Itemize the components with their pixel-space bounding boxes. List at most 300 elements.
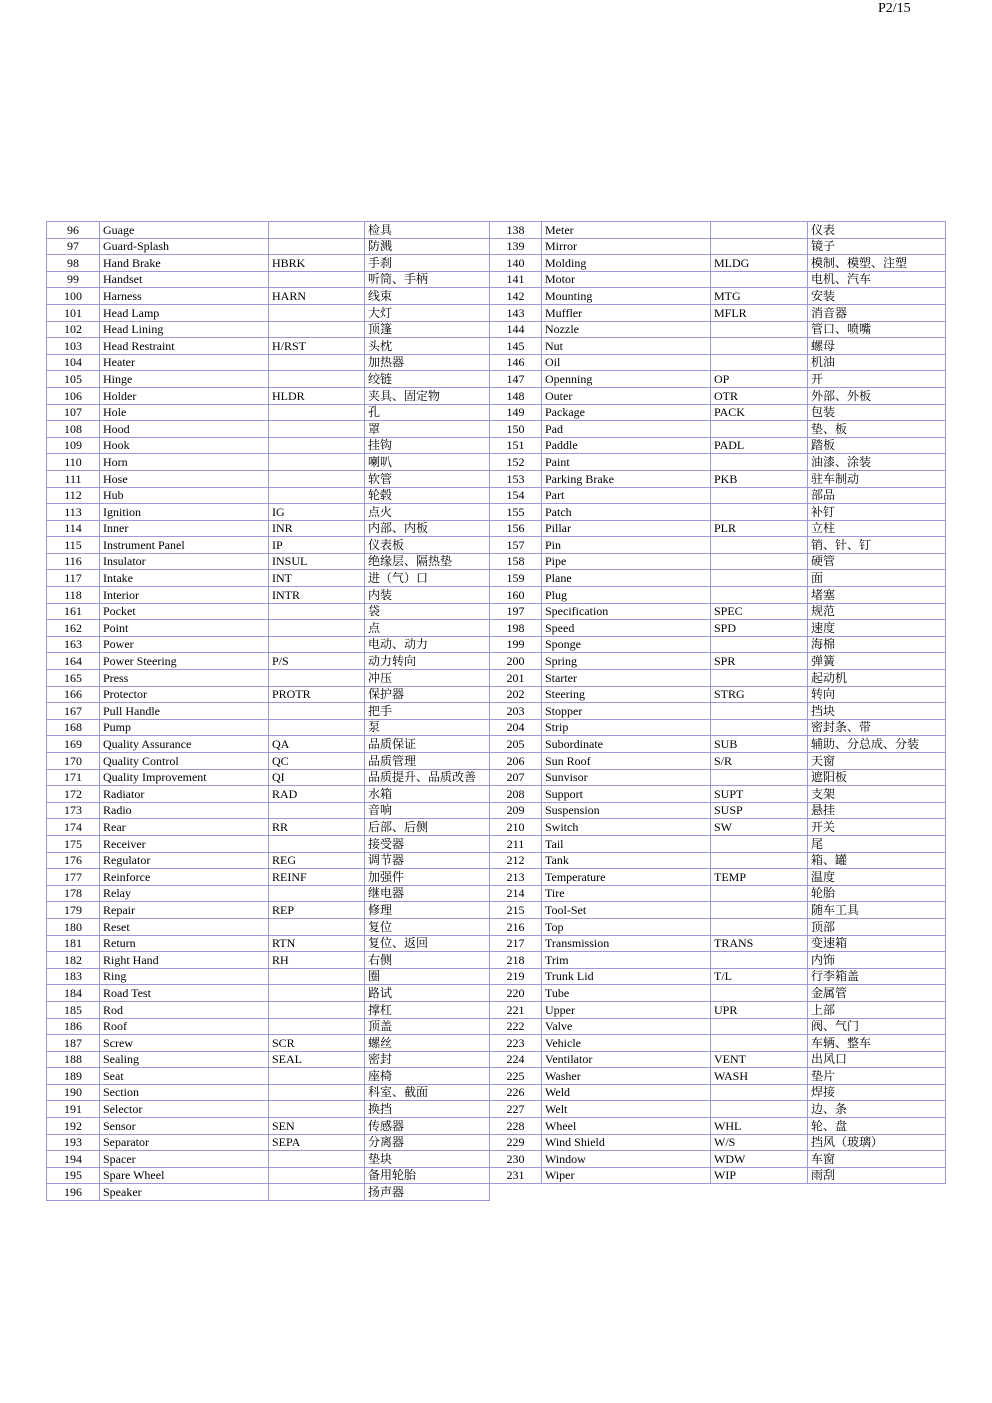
abbreviation: SPD (711, 620, 808, 637)
chinese-term: 孔 (365, 404, 490, 421)
entry-number: 199 (490, 636, 542, 653)
entry-number: 206 (490, 753, 542, 770)
abbreviation: HARN (269, 288, 365, 305)
table-row (490, 321, 946, 338)
chinese-term: 挂钩 (365, 437, 490, 454)
entry-number: 103 (47, 338, 100, 355)
entry-number: 98 (47, 255, 100, 272)
table-row (47, 1018, 490, 1035)
table-row (490, 918, 946, 935)
abbreviation (711, 852, 808, 869)
table-row (490, 1167, 946, 1184)
entry-number: 210 (490, 819, 542, 836)
abbreviation: PROTR (269, 686, 365, 703)
abbreviation: WDW (711, 1151, 808, 1168)
english-term: Part (542, 487, 711, 504)
entry-number: 185 (47, 1001, 100, 1018)
abbreviation: RTN (269, 935, 365, 952)
chinese-term: 管口、喷嘴 (808, 321, 946, 338)
entry-number: 142 (490, 288, 542, 305)
abbreviation (269, 636, 365, 653)
table-row (47, 222, 490, 239)
table-row (47, 918, 490, 935)
english-term: Separator (100, 1134, 269, 1151)
abbreviation: WIP (711, 1167, 808, 1184)
english-term: Repair (100, 902, 269, 919)
table-row (47, 1084, 490, 1101)
table-row (490, 470, 946, 487)
chinese-term: 密封 (365, 1051, 490, 1068)
english-term: Interior (100, 587, 269, 604)
entry-number: 203 (490, 703, 542, 720)
entry-number: 117 (47, 570, 100, 587)
chinese-term: 补钉 (808, 504, 946, 521)
entry-number: 115 (47, 537, 100, 554)
entry-number: 106 (47, 387, 100, 404)
table-row (490, 753, 946, 770)
english-term: Valve (542, 1018, 711, 1035)
entry-number: 226 (490, 1084, 542, 1101)
english-term: Pull Handle (100, 703, 269, 720)
abbreviation (711, 222, 808, 239)
chinese-term: 部品 (808, 487, 946, 504)
table-row (47, 1184, 490, 1201)
abbreviation: INSUL (269, 553, 365, 570)
english-term: Regulator (100, 852, 269, 869)
english-term: Transmission (542, 935, 711, 952)
entry-number: 173 (47, 802, 100, 819)
chinese-term: 电机、汽车 (808, 271, 946, 288)
abbreviation (711, 769, 808, 786)
table-row (47, 636, 490, 653)
abbreviation (269, 918, 365, 935)
table-row (490, 487, 946, 504)
chinese-term: 大灯 (365, 304, 490, 321)
abbreviation (711, 570, 808, 587)
chinese-term: 接受器 (365, 835, 490, 852)
table-row (47, 404, 490, 421)
chinese-term: 遮阳板 (808, 769, 946, 786)
english-term: Strip (542, 719, 711, 736)
table-row (490, 1084, 946, 1101)
chinese-term: 模制、模塑、注塑 (808, 255, 946, 272)
chinese-term: 软管 (365, 470, 490, 487)
english-term: Selector (100, 1101, 269, 1118)
english-term: Patch (542, 504, 711, 521)
english-term: Head Restraint (100, 338, 269, 355)
english-term: Roof (100, 1018, 269, 1035)
abbreviation (269, 968, 365, 985)
chinese-term: 安装 (808, 288, 946, 305)
entry-number: 150 (490, 421, 542, 438)
abbreviation (269, 719, 365, 736)
chinese-term: 加强件 (365, 869, 490, 886)
chinese-term: 品质管理 (365, 753, 490, 770)
entry-number: 147 (490, 371, 542, 388)
english-term: Seat (100, 1068, 269, 1085)
abbreviation: MLDG (711, 255, 808, 272)
chinese-term: 螺丝 (365, 1035, 490, 1052)
abbreviation: H/RST (269, 338, 365, 355)
chinese-term: 分离器 (365, 1134, 490, 1151)
chinese-term: 备用轮胎 (365, 1167, 490, 1184)
table-row (490, 620, 946, 637)
entry-number: 188 (47, 1051, 100, 1068)
abbreviation (711, 321, 808, 338)
entry-number: 153 (490, 470, 542, 487)
glossary-table-left (46, 221, 490, 1201)
english-term: Guage (100, 222, 269, 239)
entry-number: 158 (490, 553, 542, 570)
abbreviation (269, 603, 365, 620)
abbreviation: SUPT (711, 786, 808, 803)
chinese-term: 悬挂 (808, 802, 946, 819)
english-term: Sun Roof (542, 753, 711, 770)
entry-number: 220 (490, 985, 542, 1002)
english-term: Muffler (542, 304, 711, 321)
entry-number: 166 (47, 686, 100, 703)
abbreviation: RH (269, 952, 365, 969)
entry-number: 167 (47, 703, 100, 720)
table-row (490, 653, 946, 670)
english-term: Spring (542, 653, 711, 670)
abbreviation: QC (269, 753, 365, 770)
abbreviation: TRANS (711, 935, 808, 952)
table-row (490, 1051, 946, 1068)
english-term: Pad (542, 421, 711, 438)
chinese-term: 边、条 (808, 1101, 946, 1118)
abbreviation (711, 636, 808, 653)
abbreviation: SPR (711, 653, 808, 670)
glossary-table-right (489, 221, 946, 1184)
abbreviation: INR (269, 520, 365, 537)
english-term: Tank (542, 852, 711, 869)
entry-number: 175 (47, 835, 100, 852)
abbreviation: MTG (711, 288, 808, 305)
table-row (490, 387, 946, 404)
entry-number: 107 (47, 404, 100, 421)
chinese-term: 焊接 (808, 1084, 946, 1101)
table-row (47, 802, 490, 819)
table-row (490, 736, 946, 753)
table-row (490, 222, 946, 239)
abbreviation (711, 885, 808, 902)
chinese-term: 内装 (365, 587, 490, 604)
entry-number: 225 (490, 1068, 542, 1085)
english-term: Guard-Splash (100, 238, 269, 255)
chinese-term: 扬声器 (365, 1184, 490, 1201)
chinese-term: 速度 (808, 620, 946, 637)
entry-number: 96 (47, 222, 100, 239)
abbreviation (269, 885, 365, 902)
entry-number: 99 (47, 271, 100, 288)
english-term: Press (100, 670, 269, 687)
abbreviation (711, 271, 808, 288)
table-row (490, 670, 946, 687)
english-term: Switch (542, 819, 711, 836)
english-term: Support (542, 786, 711, 803)
chinese-term: 继电器 (365, 885, 490, 902)
english-term: Pipe (542, 553, 711, 570)
english-term: Motor (542, 271, 711, 288)
table-row (47, 736, 490, 753)
entry-number: 152 (490, 454, 542, 471)
entry-number: 223 (490, 1035, 542, 1052)
entry-number: 145 (490, 338, 542, 355)
chinese-term: 起动机 (808, 670, 946, 687)
english-term: Suspension (542, 802, 711, 819)
abbreviation (711, 487, 808, 504)
chinese-term: 外部、外板 (808, 387, 946, 404)
chinese-term: 座椅 (365, 1068, 490, 1085)
chinese-term: 顶部 (808, 918, 946, 935)
english-term: Horn (100, 454, 269, 471)
abbreviation: HBRK (269, 255, 365, 272)
abbreviation (269, 222, 365, 239)
english-term: Ignition (100, 504, 269, 521)
table-row (47, 487, 490, 504)
entry-number: 112 (47, 487, 100, 504)
chinese-term: 夹具、固定物 (365, 387, 490, 404)
english-term: Hinge (100, 371, 269, 388)
abbreviation (711, 1101, 808, 1118)
table-row (490, 1101, 946, 1118)
entry-number: 108 (47, 421, 100, 438)
chinese-term: 内饰 (808, 952, 946, 969)
english-term: Pillar (542, 520, 711, 537)
table-row (47, 1134, 490, 1151)
table-row (490, 869, 946, 886)
table-row (47, 902, 490, 919)
entry-number: 209 (490, 802, 542, 819)
entry-number: 110 (47, 454, 100, 471)
entry-number: 170 (47, 753, 100, 770)
entry-number: 97 (47, 238, 100, 255)
english-term: Window (542, 1151, 711, 1168)
entry-number: 208 (490, 786, 542, 803)
abbreviation: SCR (269, 1035, 365, 1052)
entry-number: 190 (47, 1084, 100, 1101)
entry-number: 183 (47, 968, 100, 985)
abbreviation: SUB (711, 736, 808, 753)
english-term: Trim (542, 952, 711, 969)
chinese-term: 转向 (808, 686, 946, 703)
table-row (47, 719, 490, 736)
chinese-term: 立柱 (808, 520, 946, 537)
table-row (490, 769, 946, 786)
table-row (47, 620, 490, 637)
abbreviation: RR (269, 819, 365, 836)
entry-number: 140 (490, 255, 542, 272)
abbreviation (269, 437, 365, 454)
chinese-term: 仪表 (808, 222, 946, 239)
table-row (490, 636, 946, 653)
chinese-term: 密封条、带 (808, 719, 946, 736)
table-row (490, 1018, 946, 1035)
entry-number: 180 (47, 918, 100, 935)
abbreviation (269, 404, 365, 421)
abbreviation (711, 587, 808, 604)
english-term: Handset (100, 271, 269, 288)
abbreviation: IP (269, 537, 365, 554)
table-row (490, 819, 946, 836)
abbreviation: UPR (711, 1001, 808, 1018)
table-row (47, 1035, 490, 1052)
chinese-term: 点火 (365, 504, 490, 521)
chinese-term: 挡风（玻璃） (808, 1134, 946, 1151)
abbreviation: T/L (711, 968, 808, 985)
english-term: Sealing (100, 1051, 269, 1068)
entry-number: 200 (490, 653, 542, 670)
english-term: Sensor (100, 1118, 269, 1135)
table-row (490, 603, 946, 620)
chinese-term: 手刹 (365, 255, 490, 272)
abbreviation (711, 835, 808, 852)
table-row (47, 304, 490, 321)
abbreviation (269, 1084, 365, 1101)
abbreviation (711, 719, 808, 736)
table-row (47, 470, 490, 487)
chinese-term: 进（气）口 (365, 570, 490, 587)
entry-number: 151 (490, 437, 542, 454)
chinese-term: 右侧 (365, 952, 490, 969)
chinese-term: 品质保证 (365, 736, 490, 753)
chinese-term: 堵塞 (808, 587, 946, 604)
chinese-term: 消音器 (808, 304, 946, 321)
english-term: Hub (100, 487, 269, 504)
table-row (47, 769, 490, 786)
chinese-term: 后部、后侧 (365, 819, 490, 836)
english-term: Stopper (542, 703, 711, 720)
entry-number: 182 (47, 952, 100, 969)
entry-number: 102 (47, 321, 100, 338)
chinese-term: 垫、板 (808, 421, 946, 438)
english-term: Parking Brake (542, 470, 711, 487)
english-term: Road Test (100, 985, 269, 1002)
entry-number: 111 (47, 470, 100, 487)
chinese-term: 喇叭 (365, 454, 490, 471)
abbreviation: REP (269, 902, 365, 919)
english-term: Rear (100, 819, 269, 836)
abbreviation: TEMP (711, 869, 808, 886)
chinese-term: 车辆、整车 (808, 1035, 946, 1052)
entry-number: 155 (490, 504, 542, 521)
english-term: Hand Brake (100, 255, 269, 272)
abbreviation (711, 1018, 808, 1035)
table-row (490, 686, 946, 703)
table-row (47, 520, 490, 537)
abbreviation: PACK (711, 404, 808, 421)
table-row (47, 587, 490, 604)
english-term: Reset (100, 918, 269, 935)
table-row (490, 1035, 946, 1052)
chinese-term: 行李箱盖 (808, 968, 946, 985)
entry-number: 143 (490, 304, 542, 321)
english-term: Radio (100, 802, 269, 819)
entry-number: 100 (47, 288, 100, 305)
table-row (47, 321, 490, 338)
table-row (490, 271, 946, 288)
english-term: Oil (542, 354, 711, 371)
english-term: Point (100, 620, 269, 637)
chinese-term: 加热器 (365, 354, 490, 371)
english-term: Power (100, 636, 269, 653)
chinese-term: 轮、盘 (808, 1118, 946, 1135)
entry-number: 144 (490, 321, 542, 338)
abbreviation (269, 1184, 365, 1201)
chinese-term: 圈 (365, 968, 490, 985)
abbreviation: PADL (711, 437, 808, 454)
entry-number: 229 (490, 1134, 542, 1151)
english-term: Outer (542, 387, 711, 404)
entry-number: 162 (47, 620, 100, 637)
abbreviation (269, 835, 365, 852)
abbreviation: SW (711, 819, 808, 836)
table-row (490, 1068, 946, 1085)
abbreviation (711, 952, 808, 969)
chinese-term: 天窗 (808, 753, 946, 770)
chinese-term: 头枕 (365, 338, 490, 355)
table-row (47, 371, 490, 388)
chinese-term: 驻车制动 (808, 470, 946, 487)
chinese-term: 点 (365, 620, 490, 637)
english-term: Wiper (542, 1167, 711, 1184)
english-term: Hook (100, 437, 269, 454)
table-row (490, 786, 946, 803)
chinese-term: 包装 (808, 404, 946, 421)
chinese-term: 路试 (365, 985, 490, 1002)
table-row (490, 255, 946, 272)
chinese-term: 变速箱 (808, 935, 946, 952)
chinese-term: 线束 (365, 288, 490, 305)
entry-number: 224 (490, 1051, 542, 1068)
chinese-term: 箱、罐 (808, 852, 946, 869)
entry-number: 179 (47, 902, 100, 919)
abbreviation (711, 670, 808, 687)
abbreviation: RAD (269, 786, 365, 803)
abbreviation (711, 421, 808, 438)
english-term: Ventilator (542, 1051, 711, 1068)
table-row (490, 1134, 946, 1151)
entry-number: 202 (490, 686, 542, 703)
chinese-term: 传感器 (365, 1118, 490, 1135)
entry-number: 228 (490, 1118, 542, 1135)
table-row (490, 902, 946, 919)
english-term: Relay (100, 885, 269, 902)
abbreviation: HLDR (269, 387, 365, 404)
table-row (47, 354, 490, 371)
table-row (47, 1101, 490, 1118)
chinese-term: 检具 (365, 222, 490, 239)
abbreviation (269, 238, 365, 255)
english-term: Wind Shield (542, 1134, 711, 1151)
abbreviation (269, 620, 365, 637)
table-row (490, 719, 946, 736)
english-term: Spacer (100, 1151, 269, 1168)
english-term: Mounting (542, 288, 711, 305)
english-term: Nozzle (542, 321, 711, 338)
english-term: Protector (100, 686, 269, 703)
table-row (490, 371, 946, 388)
table-row (490, 238, 946, 255)
english-term: Vehicle (542, 1035, 711, 1052)
entry-number: 194 (47, 1151, 100, 1168)
abbreviation: PLR (711, 520, 808, 537)
chinese-term: 顶篷 (365, 321, 490, 338)
english-term: Washer (542, 1068, 711, 1085)
table-row (490, 968, 946, 985)
chinese-term: 冲压 (365, 670, 490, 687)
